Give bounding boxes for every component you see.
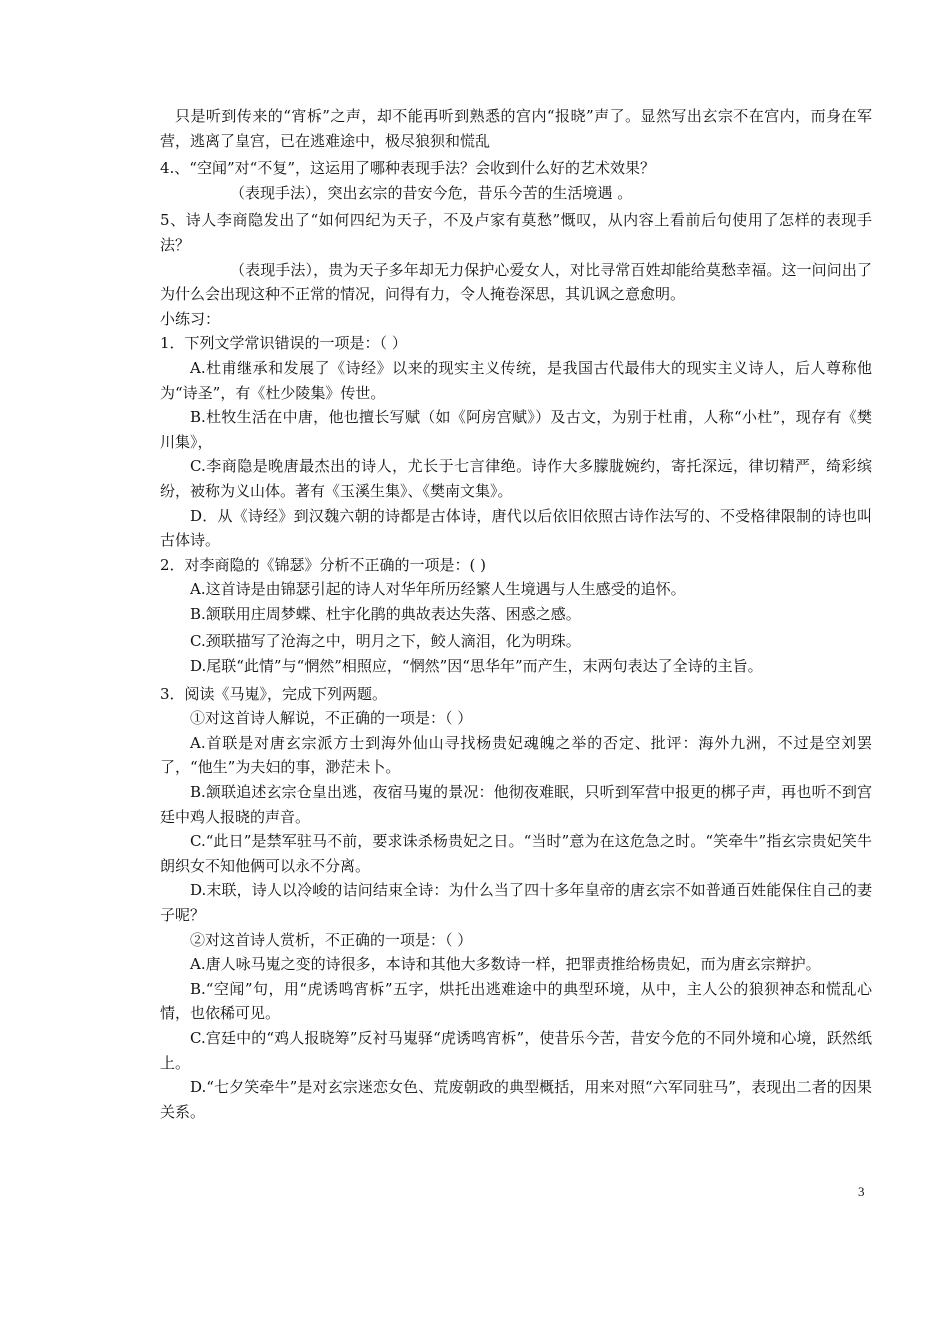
exercise-3-2-option-a: A.唐人咏马嵬之变的诗很多，本诗和其他大多数诗一样，把罪责推给杨贵妃，而为唐玄宗辩护。 [190,955,821,974]
answer-5: （表现手法），贵为天子多年却无力保护心爱女人，对比寻常百姓却能给莫愁幸福。这一问问出了为什么会出现这种不正常的情况，问得有力，令人掩卷深思，其讥讽之意愈明。 [160,260,872,304]
page-number: 3 [858,1184,865,1199]
exercise-3-1-option-a: A.首联是对唐玄宗派方士到海外仙山寻找杨贵妃魂魄之举的否定、批评：海外九洲，不过是空刘罢了，“他生”为夫妇的事，渺茫未卜。 [160,733,872,777]
exercise-1-option-c: C.李商隐是晚唐最杰出的诗人，尤长于七言律绝。诗作大多朦胧婉约，寄托深远，律切精严，绮彩缤纷，被称为义山体。著有《玉溪生集》、《樊南文集》。 [160,457,872,500]
exercise-3-sub-2: ②对这首诗人赏析，不正确的一项是：（ ） [190,930,473,949]
exercise-3-2-option-b: B.“空闻”句，用“虎诱鸣宵柝”五字，烘托出逃难途中的典型环境，从中，主人公的狼狈神态和慌乱心情，也依稀可见。 [160,979,872,1023]
exercise-3-question: 3．阅读《马嵬》，完成下列两题。 [160,684,388,703]
exercise-3-1-option-b: B.颔联追述玄宗仓皇出逃，夜宿马嵬的景况：他彻夜难眠，只听到军营中报更的梆子声，再也听不到宫廷中鸡人报晓的声音。 [160,783,872,826]
page-body [160,104,872,1124]
exercise-3-sub-1: ①对这首诗人解说，不正确的一项是：（ ） [190,709,473,728]
exercise-2-option-c: C.颈联描写了沧海之中，明月之下，鲛人滴泪，化为明珠。 [190,632,581,651]
exercise-1-option-a: A.杜甫继承和发展了《诗经》以来的现实主义传统，是我国古代最伟大的现实主义诗人，后人尊称他为“诗圣”，有《杜少陵集》传世。 [160,358,872,402]
exercise-heading: 小练习： [160,309,221,328]
exercise-2-option-a: A.这首诗是由锦瑟引起的诗人对华年所历经繁人生境遇与人生感受的追怀。 [190,580,686,599]
exercise-2-option-b: B.颔联用庄周梦蝶、杜宇化鹃的典故表达失落、困惑之感。 [190,604,581,623]
answer-4: （表现手法），突出玄宗的昔安今危，昔乐今苦的生活境遇 。 [230,183,633,202]
exercise-1-question: 1．下列文学常识错误的一项是：（ ） [160,334,407,353]
exercise-3-2-option-c: C.宫廷中的“鸡人报晓筹”反衬马嵬驿“虎诱鸣宵柝”，使昔乐今苦，昔安今危的不同外境和心境，跃然纸上。 [160,1028,872,1072]
question-4: 4.、“空闻”对“不复”，这运用了哪种表现手法？会收到什么好的艺术效果？ [160,159,655,178]
exercise-3-1-option-d: D.末联，诗人以冷峻的诘问结束全诗：为什么当了四十多年皇帝的唐玄宗不如普通百姓能保住自己的妻子呢？ [160,881,872,924]
answer-paragraph-3: 只是听到传来的“宵柝”之声，却不能再听到熟悉的宫内“报晓”声了。显然写出玄宗不在宫内，而身在军营，逃离了皇宫，已在逃难途中，极尽狼狈和慌乱 [160,107,872,150]
exercise-1-option-d: D．从《诗经》到汉魏六朝的诗都是古体诗，唐代以后依旧依照古诗作法写的、不受格律限制的诗也叫古体诗。 [160,506,872,550]
exercise-3-2-option-d: D.“七夕笑牵牛”是对玄宗迷恋女色、荒废朝政的典型概括，用来对照“六军同驻马”，表现出二者的因果关系。 [160,1078,872,1121]
question-5: 5、诗人李商隐发出了“如何四纪为天子，不及卢家有莫愁”慨叹，从内容上看前后句使用了怎样的表现手法？ [160,211,872,254]
exercise-1-option-b: B.杜牧生活在中唐，他也擅长写赋（如《阿房宫赋》）及古文，为别于杜甫，人称“小杜”，现存有《樊川集》， [160,408,872,451]
exercise-2-option-d: D.尾联“此情”与“惘然”相照应，“惘然”因“思华年”而产生，末两句表达了全诗的主旨。 [190,657,763,676]
exercise-2-question: 2．对李商隐的《锦瑟》分析不正确的一项是：( ) [160,555,487,574]
exercise-3-1-option-c: C.“此日”是禁军驻马不前，要求诛杀杨贵妃之日。“当时”意为在这危急之时。“笑牵牛”指玄宗贵妃笑牛朗织女不知他俩可以永不分离。 [160,832,872,875]
